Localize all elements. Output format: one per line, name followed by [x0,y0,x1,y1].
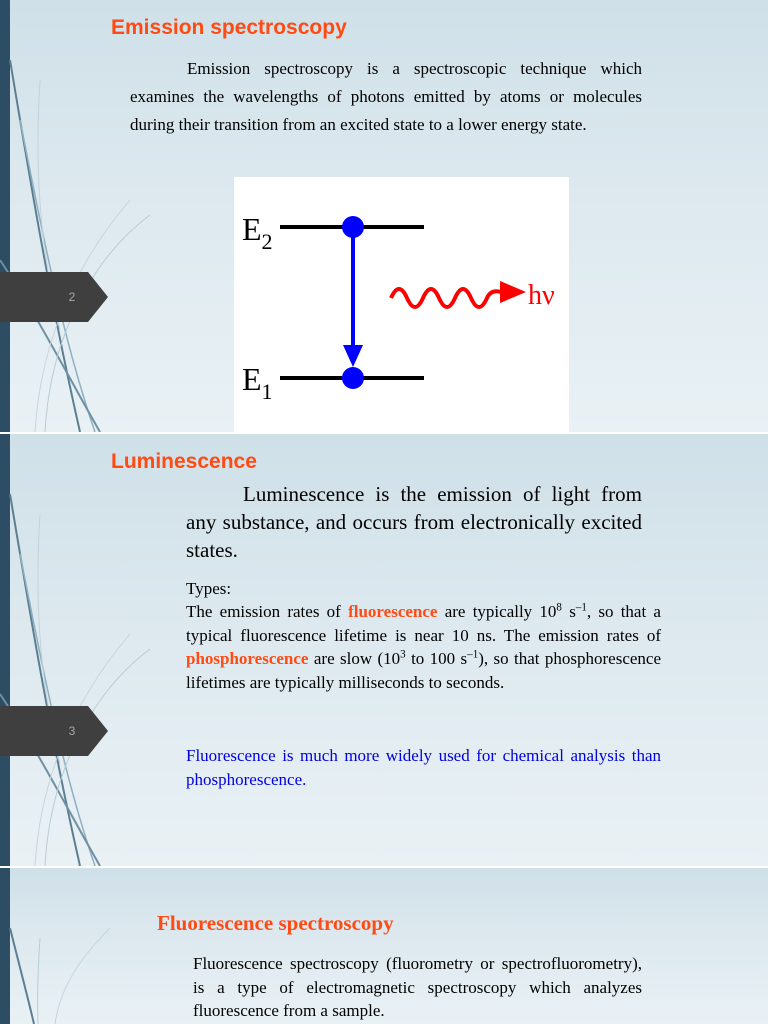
phosphorescence-term: phosphorescence [186,649,309,668]
photon-wave [391,289,501,307]
upper-state-dot [342,216,364,238]
slide-number: 2 [68,290,76,304]
photon-arrowhead [500,281,526,303]
emission-rates-paragraph: The emission rates of fluorescence are typically $10^8$ $s^{-1}$, so that a typical fluorescence lifetime is near 10 ns. The emission rates of phosphorescence are slow ($10^3$ to 100 $s^{-1}$), so that phosphorescence lifetimes are typically milliseconds to seconds. [186,601,661,692]
slide-4 [0,868,768,1024]
slide-title: Emission spectroscopy [111,16,347,39]
energy-level-diagram [234,177,569,432]
slide-title: Fluorescence spectroscopy [157,911,394,935]
svg-text:E2 [242,211,273,254]
fluorescence-usage-note: Fluorescence is much more widely used for chemical analysis than phosphorescence. [186,746,661,789]
slide-number-tag [0,706,108,756]
decorative-lines [0,434,200,866]
decorative-lines [0,868,200,1024]
transition-arrowhead [343,345,363,367]
lower-state-dot [342,367,364,389]
slide-title: Luminescence [111,450,257,473]
upper-level-subscript: 2 [261,229,273,254]
types-label: Types: [186,579,232,598]
slide-number: 3 [68,724,76,738]
slide-2 [0,0,768,432]
slide-number-tag [0,272,108,322]
fluorescence-spectroscopy-definition: Fluorescence spectroscopy (fluorometry or spectrofluorometry), is a type of electromagnetic spectroscopy which analyzes fluorescence from a sample. [193,954,642,1020]
svg-text:E1 [242,361,273,404]
upper-level-label: E [242,211,262,247]
lower-level-subscript: 1 [261,379,273,404]
slide-3 [0,434,768,866]
lower-level-label: E [242,361,262,397]
luminescence-definition: Luminescence is the emission of light from any substance, and occurs from electronically excited states. [186,482,642,562]
fluorescence-term: fluorescence [348,602,438,621]
photon-label: hν [528,280,555,311]
emission-definition: Emission spectroscopy is a spectroscopic technique which examines the wavelengths of photons emitted by atoms or molecules during their transition from an excited state to a lower energy state. [130,59,642,134]
slide-sidebar [0,868,10,1024]
slide-sidebar [0,0,10,432]
slide-sidebar [0,434,10,866]
